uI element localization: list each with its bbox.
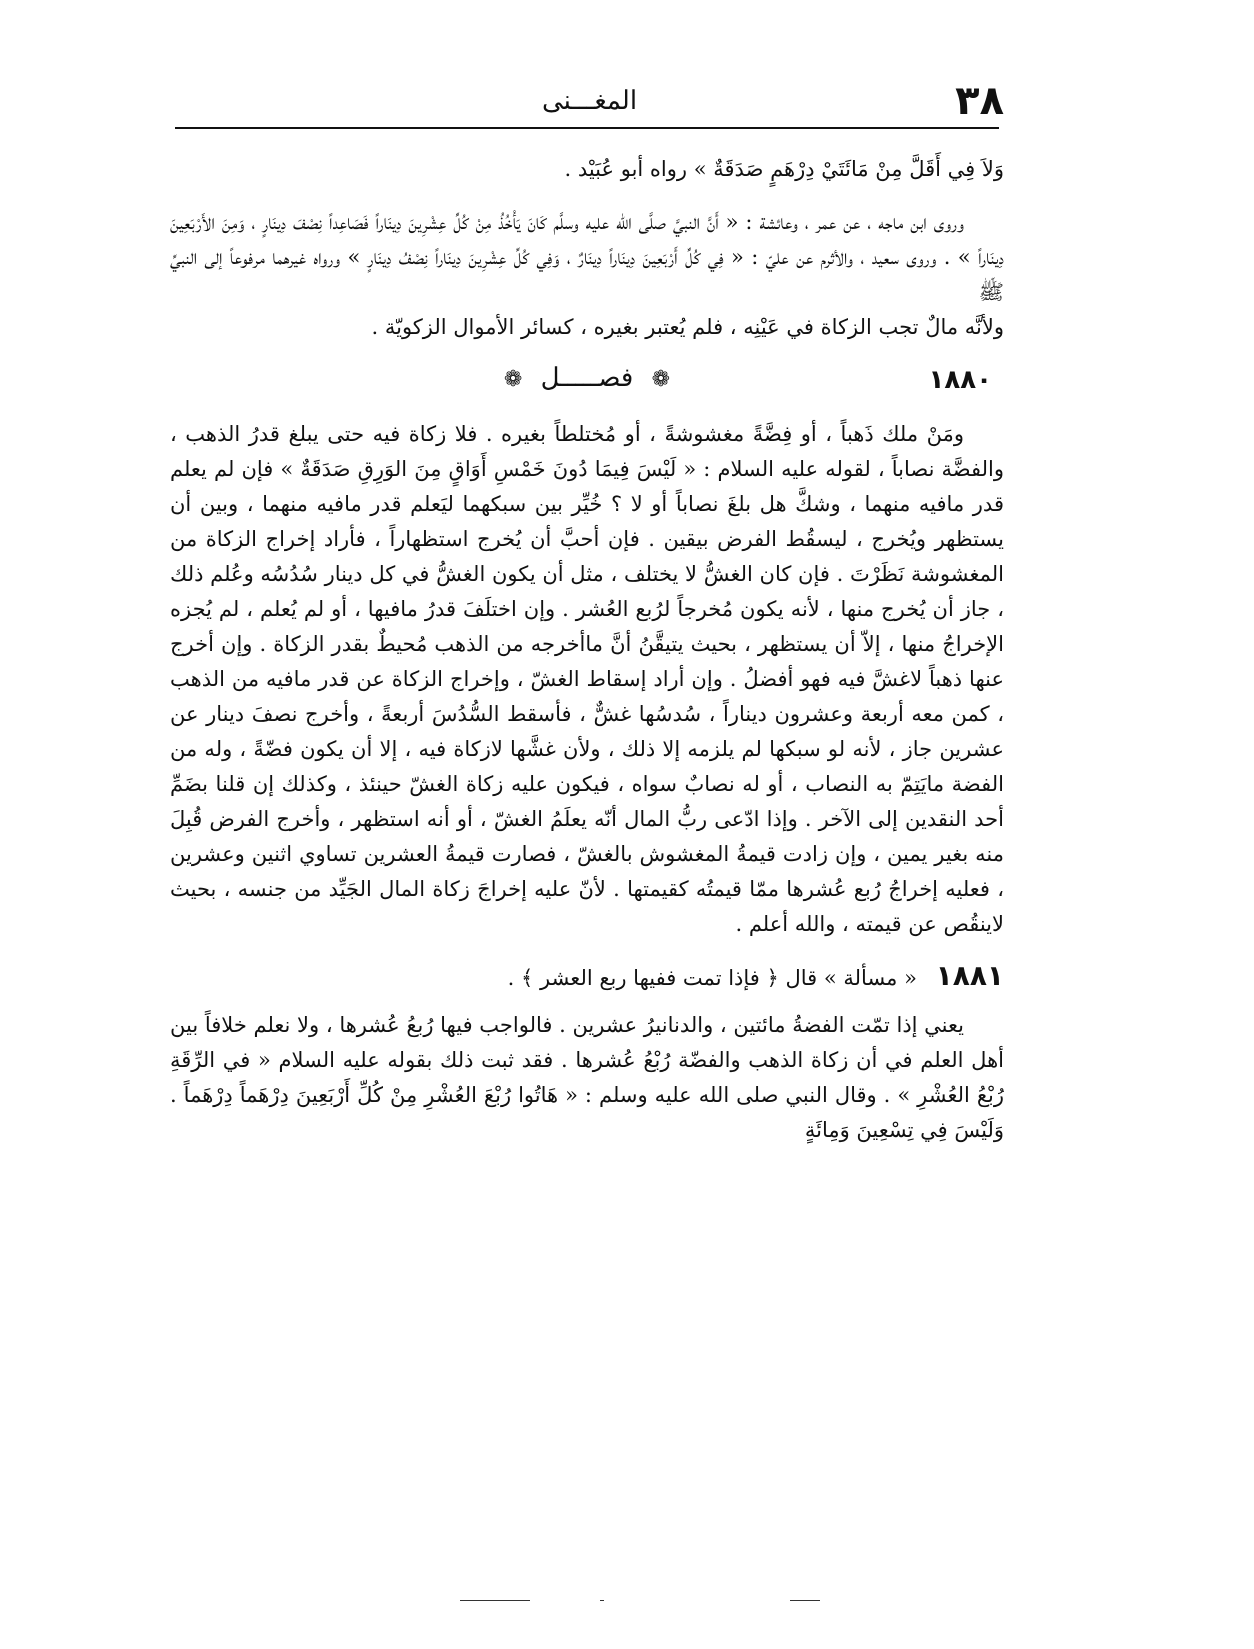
paragraph-mixed-gold: ومَنْ ملك ذَهباً ، أو فِضَّةً مغشوشةً ، أو مُختلطاً بغيره . فلا زكاة فيه حتى يبلغ قدرُ الذهب ، والفضَّة نصاباً ، لقوله عليه السلام : « لَيْسَ فِيمَا دُونَ خَمْسِ أَوَاقٍ مِنَ الوَرِقِ صَدَقَةٌ » فإن لم يعلم قدر مافيه منهما ، وشكَّ هل بلغَ نصاباً أو لا ؟ خُيِّر بين سبكهما ليَعلم قدر مافيه منهما ، وبين أن يستظهر ويُخرج ، ليسقُط الفرض بيقين . فإن أحبَّ أن يُخرج استظهاراً ، فأراد إخراج الزكاة من المغشوشة نَظَرْتَ . فإن كان الغشُّ لا يختلف ، مثل أن يكون الغشُّ في كل دينار سُدُسُه وعُلم ذلك ، جاز أن يُخرج منها ، لأنه يكون مُخرجاً لرُبع العُشر . وإن اختلَفَ قدرُ مافيها ، أو لم يُعلم ، لم يُجزه الإخراجُ منها ، إلاّ أن يستظهر ، بحيث يتيقَّنُ أنَّ ماأخرجه من الذهب مُحيطٌ بقدر الزكاة . وإن أخرج عنها ذهباً لاغشَّ فيه فهو أفضلُ . وإن أراد إسقاط الغشّ ، وإخراج الزكاة عن قدر مافيه من الذهب ، كمن معه أربعة وعشرون ديناراً ، سُدسُها غشٌّ ، فأسقط السُّدُسَ أربعةً ، وأخرج نصفَ دينار عن عشرين جاز ، لأنه لو سبكها لم يلزمه إلا ذلك ، ولأن غشَّها لازكاة فيه ، إلا أن يكون فضّةً ، وله من الفضة مايَتِمّ به النصاب ، أو له نصابٌ سواه ، فيكون عليه زكاة الغشّ حينئذ ، وكذلك إن قلنا بضَمِّ أحد النقدين إلى الآخر . وإذا ادّعى ربُّ المال أنّه يعلَمُ الغشّ ، أو أنه استظهر ، وأخرج الفرض قُبِلَ منه بغير يمين ، وإن زادت قيمةُ المغشوش بالغشّ ، فصارت قيمةُ العشرين تساوي اثنين وعشرين ، فعليه إخراجُ رُبع عُشرها ممّا قيمتُه كقيمتها . لأنّ عليه إخراجَ زكاة المال الجَيِّد من جنسه ، بحيث لاينقُص عن قيمته ، والله أعلم . [170, 422, 1004, 936]
body-text [170, 152, 1004, 1148]
ornament-right-icon: ❁ [651, 366, 671, 392]
section-title-line [170, 363, 1004, 393]
paragraph-hadith-end: وَلاَ فِي أَقَلَّ مِنْ مَائَتَيْ دِرْهَمٍ صَدَقَةٌ » رواه أبو عُبَيْد . [564, 157, 1004, 181]
paragraph-reasoning: ولأنَّه مالٌ تجب الزكاة في عَيْنِه ، فلم يُعتبر بغيره ، كسائر الأموال الزكويّة . [371, 315, 1004, 339]
footer-mark [790, 1600, 820, 1601]
paragraph-quarter-tenth: يعني إذا تمّت الفضةُ مائتين ، والدنانيرُ عشرين . فالواجب فيها رُبعُ عُشرها ، ولا نعلم خلافاً بين أهل العلم في أن زكاة الذهب والفضّة رُبْعُ عُشرها . فقد ثبت ذلك بقوله عليه السلام « في الرِّقَةِ رُبْعُ العُشْرِ » . وقال النبي صلى الله عليه وسلم : « هَاتُوا رُبْعَ العُشْرِ مِنْ كُلِّ أَرْبَعِينَ دِرْهَماً دِرْهَماً . وَلَيْسَ فِي تِسْعِينَ وَمِائَةٍ [170, 1013, 1004, 1142]
footer-marks [0, 1600, 1254, 1604]
masala-heading [170, 956, 1004, 998]
page-header [175, 80, 1004, 122]
footer-mark [460, 1600, 530, 1601]
page-number: ٣٨ [955, 78, 1004, 124]
paragraph-ibn-majah: وروى ابن ماجه ، عن عمر ، وعائشة : « أَنَّ النبيَّ صلَّى الله عليه وسلَّم كَانَ يَأْخُذُ مِنْ كُلِّ عِشْرِينَ دِينَاراً فَصَاعِداً نِصْفَ دِينَارٍ ، وَمِنَ الأَرْبَعِينَ دِينَاراً » . وروى سعيد ، والأثرم عن عليّ : « فِي كُلِّ أَرْبَعِينَ دِينَاراً دِينَارٌ ، وَفِي كُلِّ عِشْرِينَ دِينَاراً نِصْفُ دِينَارٍ » ورواه غيرهما مرفوعاً إلى النبيِّ ﷺ [170, 210, 1004, 304]
running-title: المغـــنى [541, 86, 638, 116]
ornament-left-icon: ❁ [503, 366, 523, 392]
masala-number: ١٨٨١ [935, 959, 1004, 992]
masala-text: « مسألة » قال ﴿ فإذا تمت ففيها ربع العشر ﴾ . [507, 966, 917, 990]
footer-mark [600, 1600, 604, 1601]
header-rule [175, 127, 999, 129]
section-heading [170, 355, 1004, 413]
section-title: فصـــــل [540, 363, 634, 393]
section-number: ١٨٨٠ [928, 365, 992, 395]
